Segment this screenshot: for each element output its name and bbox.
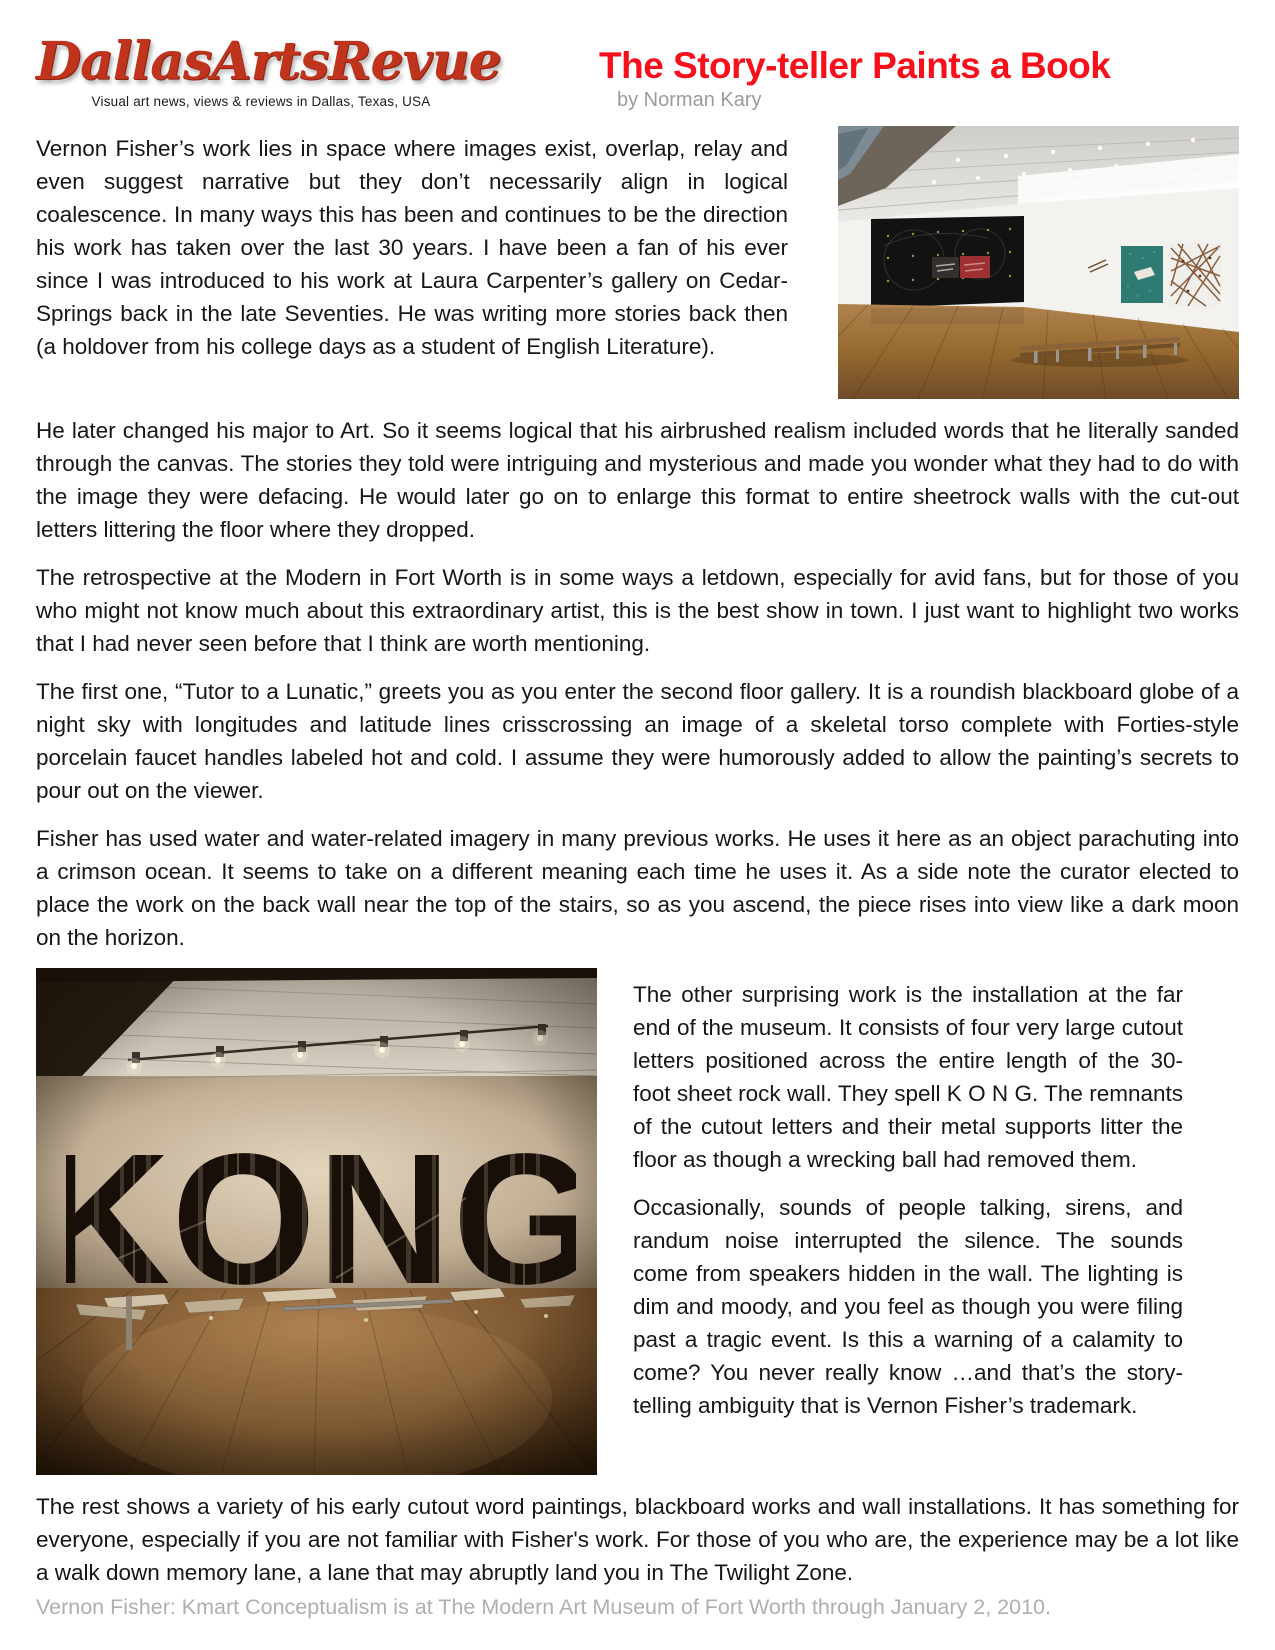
body-paragraph: The first one, “Tutor to a Lunatic,” greets you as you enter the second floor gallery. It is a roundish blackboard globe of a night sky with longitudes and latitude lines crisscrossing an image of a skeletal torso complete with Forties-style porcelain faucet handles labeled hot and cold. I assume they were humorously added to allow the painting’s secrets to pour out on the viewer.	[36, 679, 1239, 803]
site-logo-block	[36, 31, 501, 109]
body-paragraph: He later changed his major to Art. So it seems logical that his airbrushed realism included words that he literally sanded through the canvas. The stories they told were intriguing and mysterious and made you wonder what they had to do with the image they were defacing. He would later go on to enlarge this format to entire sheetrock walls with the cut-out letters littering the floor where they dropped.	[36, 418, 1239, 542]
gallery-photo-illustration	[838, 126, 1239, 399]
site-logo[interactable]: DallasArtsRevue	[36, 31, 501, 92]
intro-section	[36, 132, 1239, 399]
gallery-installation-photo	[838, 126, 1239, 399]
kong-installation-photo	[36, 968, 597, 1475]
kong-section	[36, 968, 1239, 1475]
body-paragraph: Occasionally, sounds of people talking, sirens, and randum noise interrupted the silence. The sounds come from speakers hidden in the wall. The lighting is dim and moody, and you feel as though you were filing past a tragic event. Is this a warning of a calamity to come? You never really know …and that’s the story-telling ambiguity that is Vernon Fisher’s trademark.	[633, 1195, 1183, 1418]
article-byline: by Norman Kary	[617, 89, 762, 111]
site-tagline: Visual art news, views & reviews in Dallas, Texas, USA	[91, 94, 431, 109]
page-title: The Story-teller Paints a Book	[599, 45, 1111, 86]
body-paragraph: The other surprising work is the installation at the far end of the museum. It consists of four very large cutout letters positioned across the entire length of the 30- foot sheet rock wall. They spell K O N G. The remnants of the cutout letters and their metal supports litter the floor as though a wrecking ball had removed them.	[633, 982, 1183, 1172]
body-paragraph: Fisher has used water and water-related imagery in many previous works. He uses it here as an object parachuting into a crimson ocean. It seems to take on a different meaning each time he uses it. As a side note the curator elected to place the work on the back wall near the top of the stairs, so as you ascend, the piece rises into view like a dark moon on the horizon.	[36, 826, 1239, 950]
kong-photo-illustration	[36, 968, 597, 1475]
body-paragraph: The retrospective at the Modern in Fort Worth is in some ways a letdown, especially for avid fans, but for those of you who might not know much about this extraordinary artist, this is the best show in town. I just want to highlight two works that I had never seen before that I think are worth mentioning.	[36, 565, 1239, 656]
closing-paragraph: The rest shows a variety of his early cutout word paintings, blackboard works and wall installations. It has something for everyone, especially if you are not familiar with Fisher's work. For those of you who are, the experience may be a lot like a walk down memory lane, a lane that may abruptly land you in The Twilight Zone.	[36, 1494, 1239, 1585]
kong-text-column	[633, 978, 1183, 1475]
masthead	[36, 31, 1239, 120]
exhibition-footnote: Vernon Fisher: Kmart Conceptualism is at The Modern Art Museum of Fort Worth through January 2, 2010.	[36, 1595, 1051, 1619]
article-header	[599, 34, 1239, 112]
intro-paragraph: Vernon Fisher’s work lies in space where images exist, overlap, relay and even suggest narrative but they don’t necessarily align in logical coalescence. In many ways this has been and continues to be the direction his work has taken over the last 30 years. I have been a fan of his ever since I was introduced to his work at Laura Carpenter’s gallery on Cedar-Springs back in the late Seventies. He was writing more stories back then (a holdover from his college days as a student of English Literature).	[36, 136, 788, 359]
